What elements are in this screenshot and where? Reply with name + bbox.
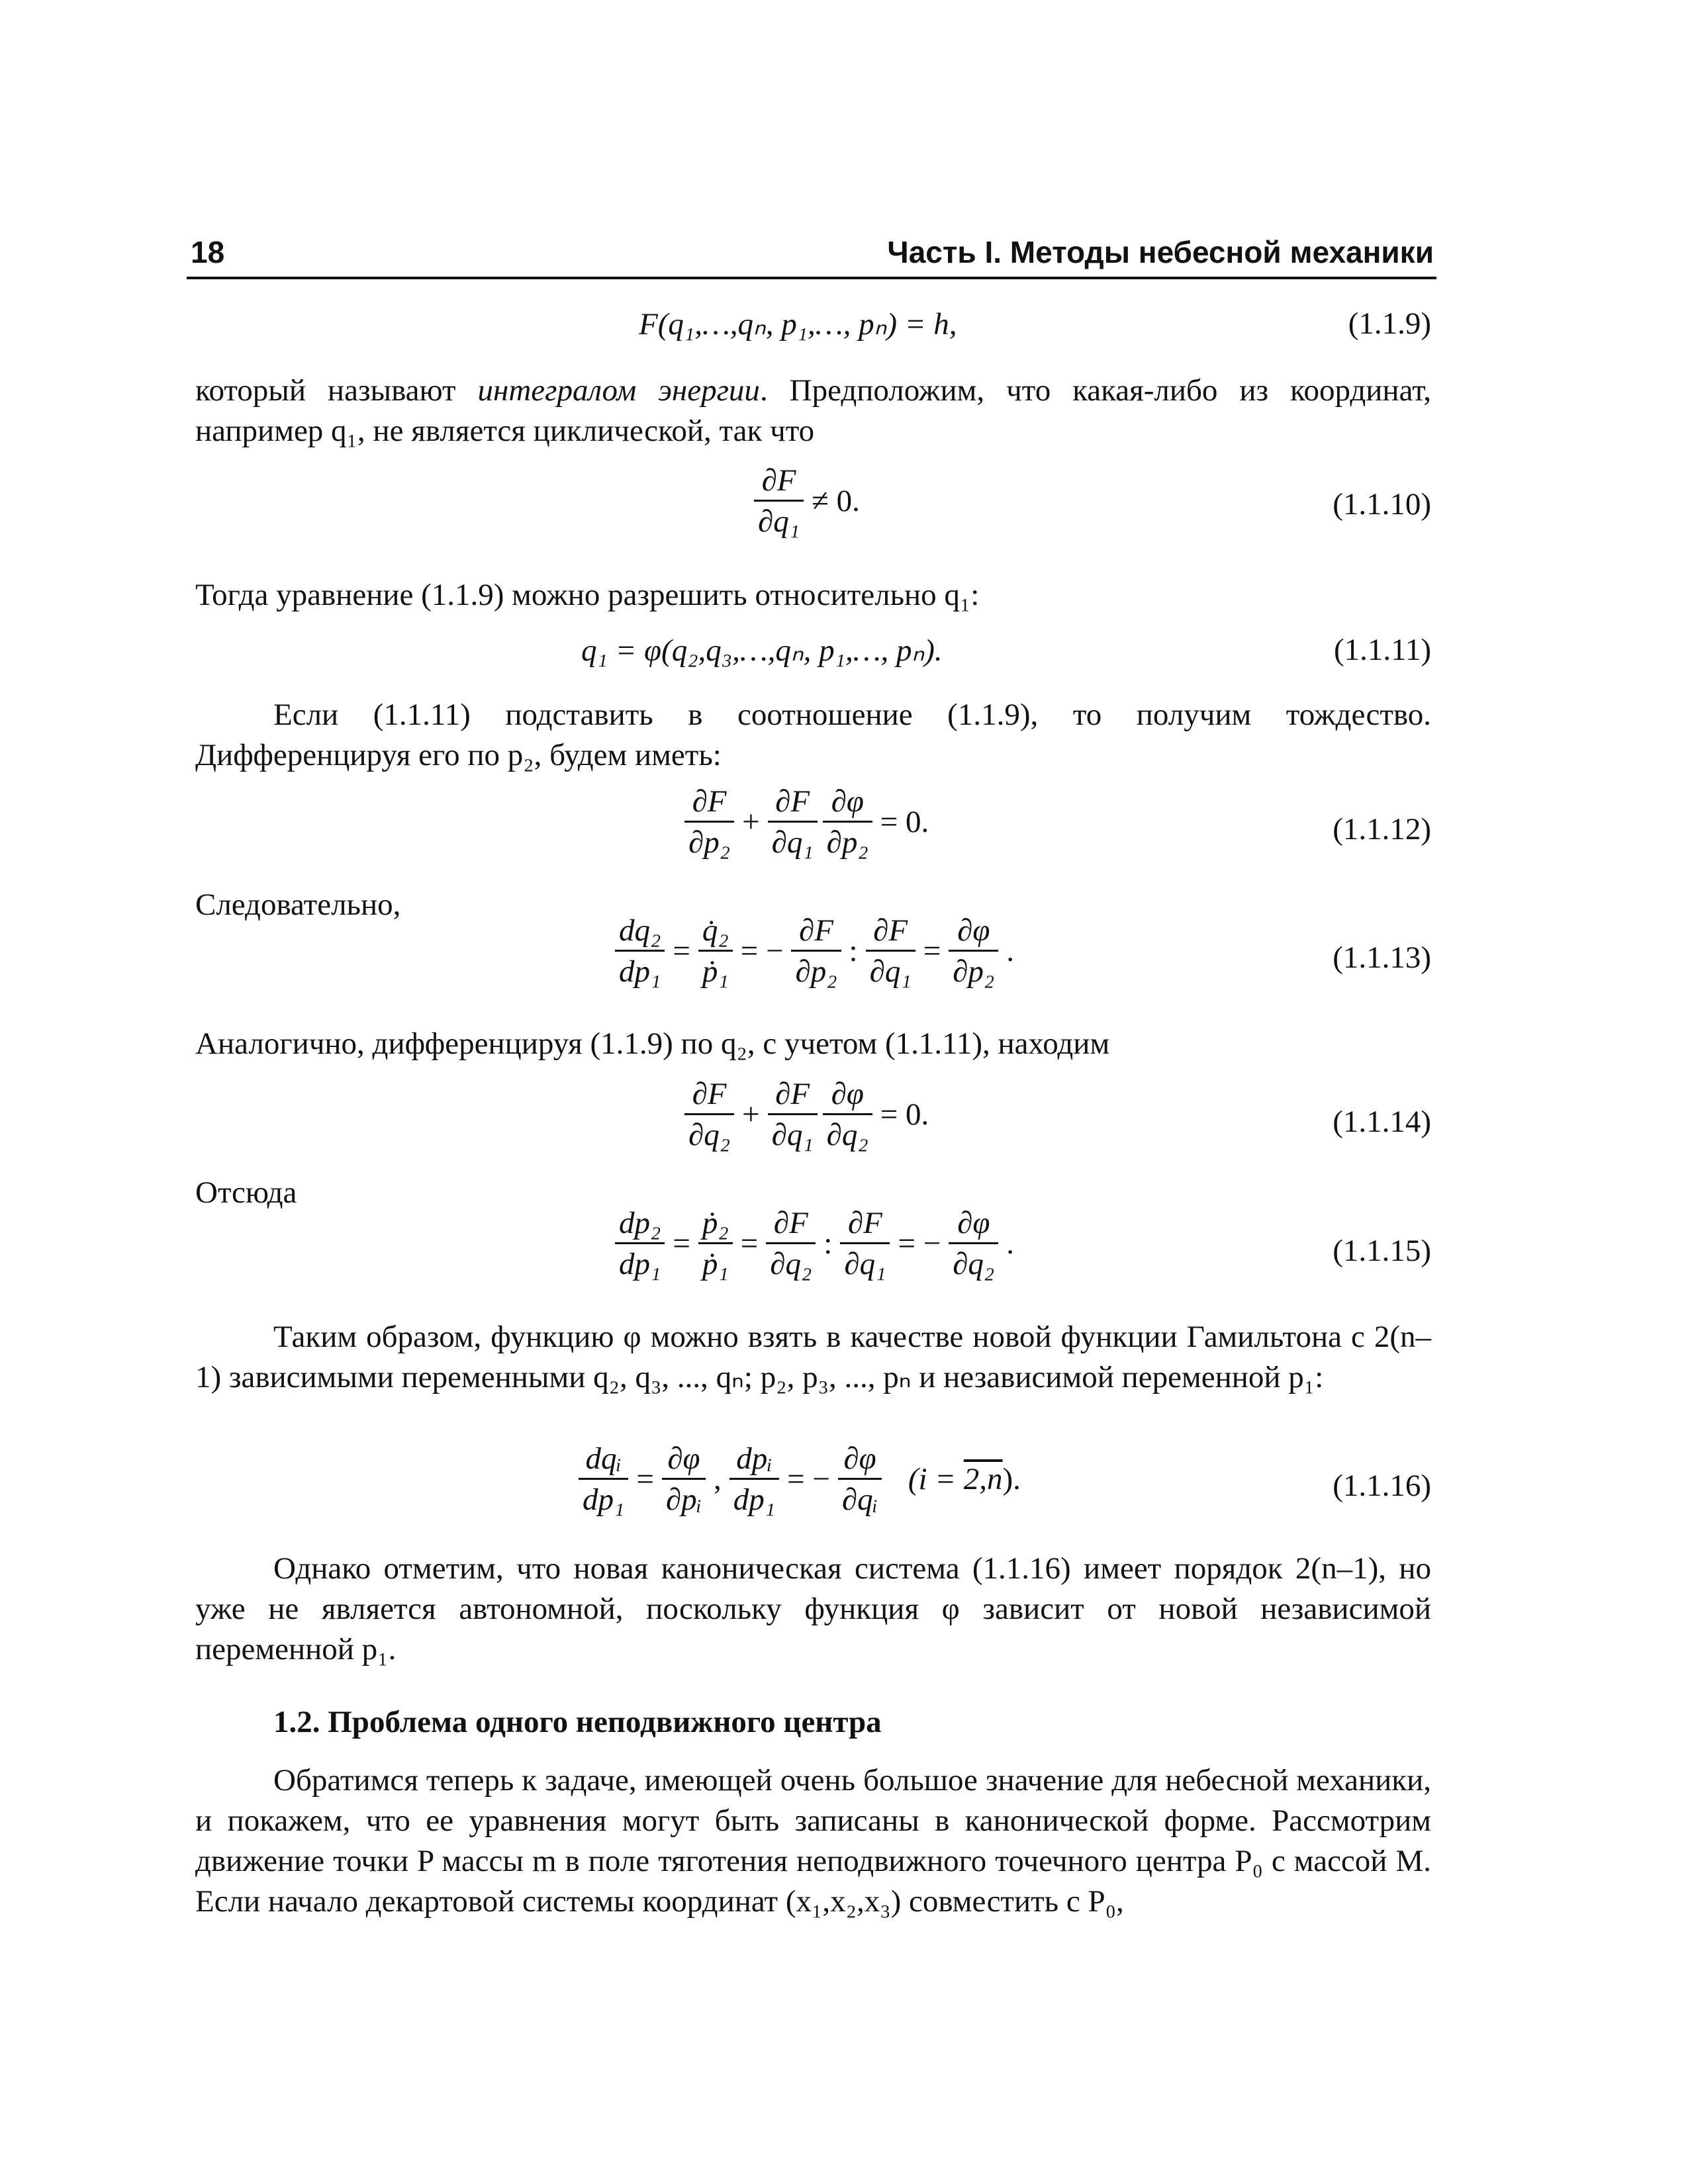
equation-1-1-14: $\frac{\partial F}{\text{∂q₂}}$ + $\frac{\partial F}{\text{∂q₁}}$ $\frac{\partial\varphi}{\text{∂q₂}}$ = 0. [682,1077,934,1152]
emphasis-energy-integral: интегралом энергии [477,373,760,408]
fraction: $\frac{\text{q̇₂}}{\text{ṗ₁}}$ [698,913,733,989]
equation-1-1-15: $\frac{\text{dp₂}}{\text{dp₁}}$ = $\frac{\text{ṗ₂}}{\text{ṗ₁}}$ = $\frac{\partial F}{\text{∂q₂}}$ : $\frac{\partial F}{\text{∂q₁}}$ = − $\frac{\partial\varphi}{\text{∂q₂}}$ . [612,1206,1019,1281]
running-header [187,232,1436,279]
equation-1-1-16: $\frac{\text{dqᵢ}}{\text{dp₁}}$ = $\frac{\partial\varphi}{\text{∂pᵢ}}$ , $\frac{\text{dpᵢ}}{\text{dp₁}}$ = − $\frac{\partial\varphi}{\text{∂qᵢ}}$ (i = 2,n). [576,1441,1026,1517]
fraction: $\frac{\text{ṗ₂}}{\text{ṗ₁}}$ [698,1206,733,1281]
fraction: $\frac{\text{dpᵢ}}{\text{dp₁}}$ [729,1441,779,1517]
equation-1-1-11: q₁ = φ(q₂,q₃,…,qₙ, p₁,…, pₙ). [581,633,943,668]
running-title: Часть I. Методы небесной механики [887,235,1434,269]
fraction: $\frac{\partial\varphi}{\text{∂q₂}}$ [949,1206,998,1281]
fraction: $\frac{\text{dq₂}}{\text{dp₁}}$ [615,913,665,989]
equation-number-1-1-16: (1.1.16) [1333,1469,1431,1503]
fraction: $\frac{\partial F}{\text{∂p₂}}$ [684,784,734,860]
fraction: $\frac{\partial\varphi}{\text{∂p₂}}$ [949,913,998,989]
equation-1-1-9: F(q₁,…,qₙ, p₁,…, pₙ) = h, [639,307,957,341]
page-number: 18 [191,235,225,269]
fraction: $\frac{\partial F}{\text{∂q₁}}$ [768,784,818,860]
equation-number-1-1-11: (1.1.11) [1333,633,1431,667]
equation-number-1-1-9: (1.1.9) [1348,306,1431,341]
section-title: 1.2. Проблема одного неподвижного центра [273,1705,882,1739]
fraction: $\frac{\partial F}{\text{∂p₂}}$ [791,913,841,989]
fraction: $\frac{\partial F}{\text{∂q₂}}$ [684,1077,734,1152]
fraction: $\frac{\partial F}{\text{∂q₁}}$ [754,463,804,539]
fraction: $\frac{\partial F}{\text{∂q₂}}$ [766,1206,816,1281]
paragraph-non-autonomous: Однако отметим, что новая каноническая система (1.1.16) имеет порядок 2(n–1), но уже не является автономной, поскольку функция φ зависит от новой независимой переменной p₁. [195,1551,1431,1666]
paragraph-consequently: Следовательно, [195,887,401,922]
fraction: $\frac{\partial F}{\text{∂q₁}}$ [840,1206,890,1281]
fraction: $\frac{\partial\varphi}{\text{∂q₂}}$ [823,1077,872,1152]
equation-1-1-12: $\frac{\partial F}{\text{∂p₂}}$ + $\frac{\partial F}{\text{∂q₁}}$ $\frac{\partial\varphi}{\text{∂p₂}}$ = 0. [682,784,934,860]
fraction: $\frac{\partial F}{\text{∂q₁}}$ [768,1077,818,1152]
fraction: $\frac{\partial F}{\text{∂q₁}}$ [866,913,915,989]
equation-number-1-1-10: (1.1.10) [1333,487,1431,522]
paragraph-fixed-center: Обратимся теперь к задаче, имеющей очень большое значение для небесной механики, и покажем, что ее уравнения могут быть записаны в канонической форме. Рассмотрим движение точки P массы m в поле тяготения неподвижного точечного центра P₀ с массой M. Если начало декартовой системы координат (x₁,x₂,x₃) совместить с P₀, [195,1763,1431,1919]
paragraph-resolve: Тогда уравнение (1.1.9) можно разрешить относительно q₁: [195,578,980,612]
equation-number-1-1-15: (1.1.15) [1333,1234,1431,1268]
paragraph-analogously: Аналогично, дифференцируя (1.1.9) по q₂, с учетом (1.1.11), находим [195,1026,1110,1061]
paragraph-new-hamiltonian: Таким образом, функцию φ можно взять в качестве новой функции Гамильтона с 2(n–1) зависимыми переменными q₂, q₃, ..., qₙ; p₂, p₃, ..., pₙ и независимой переменной p₁: [195,1320,1431,1394]
equation-number-1-1-12: (1.1.12) [1333,812,1431,846]
equation-1-1-10: $\frac{\partial F}{\text{∂q₁}}$ ≠ 0. [751,463,865,539]
fraction: $\frac{\partial\varphi}{\text{∂pᵢ}}$ [662,1441,706,1517]
equation-number-1-1-13: (1.1.13) [1333,940,1431,975]
fraction: $\frac{\text{dp₂}}{\text{dp₁}}$ [615,1206,665,1281]
equation-number-1-1-14: (1.1.14) [1333,1105,1431,1139]
paragraph-substitute: Если (1.1.11) подставить в соотношение (1.1.9), то получим тождество. Дифференцируя его по p₂, будем иметь: [195,698,1431,772]
fraction: $\frac{\partial\varphi}{\text{∂p₂}}$ [823,784,872,860]
fraction: $\frac{\text{dqᵢ}}{\text{dp₁}}$ [579,1441,628,1517]
paragraph-energy-integral: который называют интегралом энергии. Предположим, что какая-либо из координат, например q₁, не является циклической, так что [195,373,1431,448]
paragraph-hence: Отсюда [195,1175,297,1210]
equation-1-1-13: $\frac{\text{dq₂}}{\text{dp₁}}$ = $\frac{\text{q̇₂}}{\text{ṗ₁}}$ = − $\frac{\partial F}{\text{∂p₂}}$ : $\frac{\partial F}{\text{∂q₁}}$ = $\frac{\partial\varphi}{\text{∂p₂}}$ . [612,913,1019,989]
fraction: $\frac{\partial\varphi}{\text{∂qᵢ}}$ [838,1441,882,1517]
